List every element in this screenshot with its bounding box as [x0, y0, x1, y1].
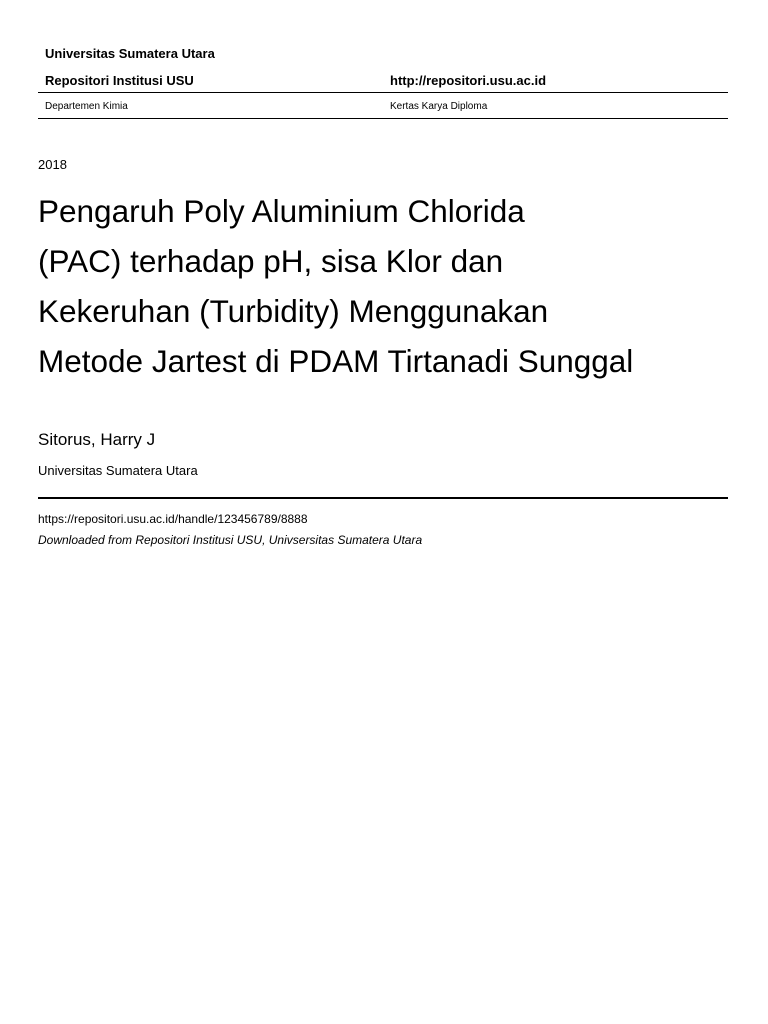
header-department: Departemen Kimia	[45, 101, 128, 112]
download-source-note: Downloaded from Repositori Institusi USU, Univsersitas Sumatera Utara	[38, 533, 423, 547]
header-divider-top	[38, 92, 728, 93]
author-affiliation: Universitas Sumatera Utara	[38, 463, 198, 478]
header-document-type: Kertas Karya Diploma	[390, 101, 488, 112]
document-title	[38, 186, 728, 386]
title-line: Metode Jartest di PDAM Tirtanadi Sunggal	[38, 343, 634, 379]
header-university: Universitas Sumatera Utara	[45, 46, 215, 61]
title-line: (PAC) terhadap pH, sisa Klor dan	[38, 243, 504, 279]
header-divider-bottom	[38, 118, 728, 119]
handle-link[interactable]: https://repositori.usu.ac.id/handle/123456789/8888	[38, 512, 308, 526]
header-repository-name: Repositori Institusi USU	[45, 73, 194, 88]
publication-year: 2018	[38, 157, 67, 172]
title-line: Pengaruh Poly Aluminium Chlorida	[38, 193, 525, 229]
handle-link-container	[38, 512, 308, 526]
footer-divider	[38, 497, 728, 499]
title-line: Kekeruhan (Turbidity) Menggunakan	[38, 293, 549, 329]
author-name: Sitorus, Harry J	[38, 430, 156, 449]
header-repository-url: http://repositori.usu.ac.id	[390, 73, 547, 88]
